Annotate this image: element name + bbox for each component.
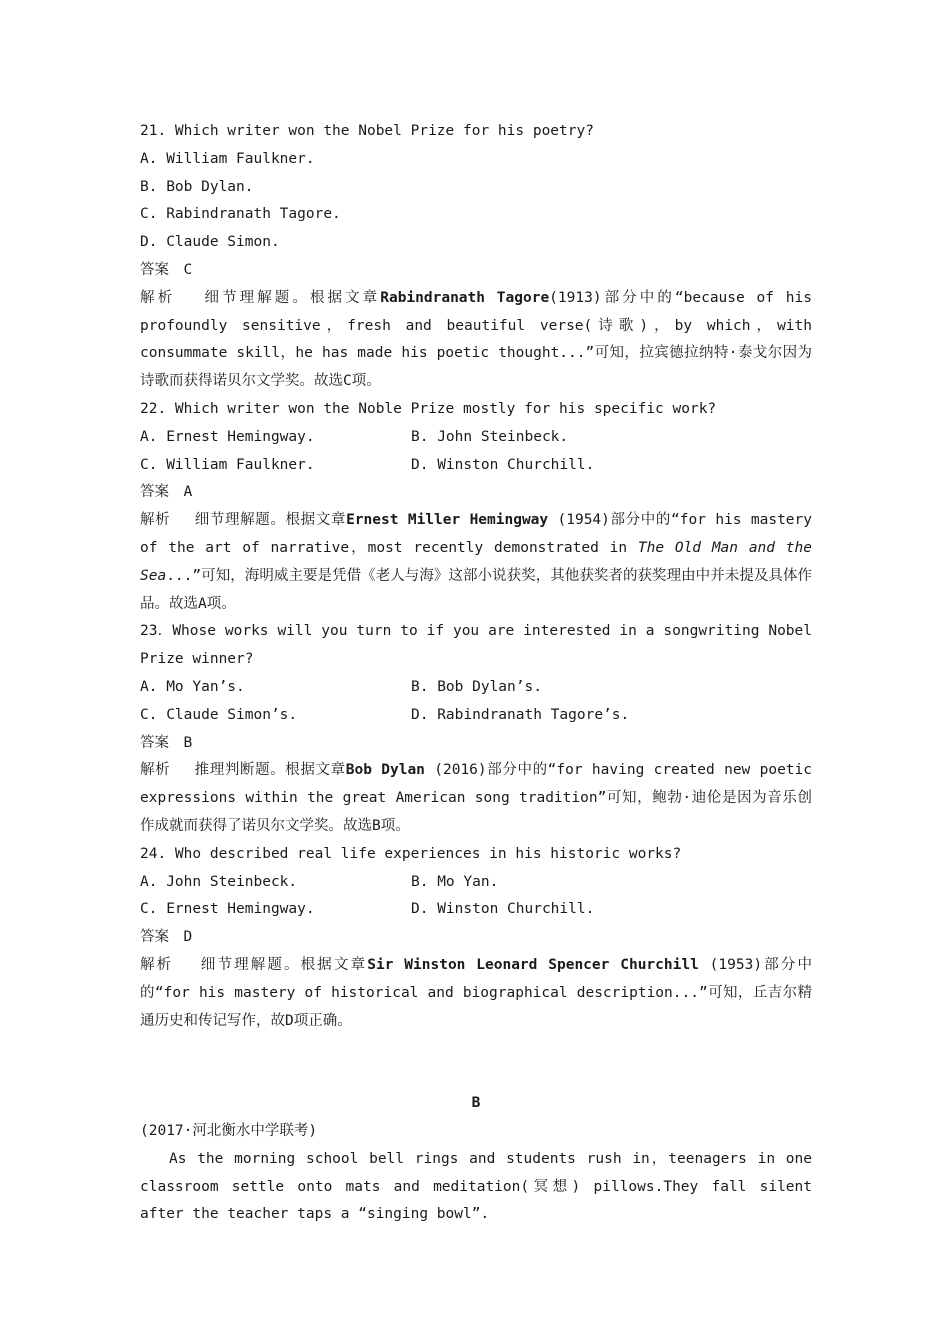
analysis-prefix: 解析 推理判断题。根据文章 (140, 762, 346, 779)
question-21-option-b: B. Bob Dylan. (140, 178, 254, 195)
document-page (140, 118, 812, 1229)
analysis-bold-title: Bob Dylan (345, 762, 425, 779)
question-21-answer: 答案 C (140, 261, 193, 278)
question-24-option-b: B. Mo Yan. (411, 873, 499, 890)
question-23-option-d: D. Rabindranath Tagore’s. (411, 706, 630, 723)
question-23-option-a: A. Mo Yan’s. (140, 678, 245, 695)
section-spacer (140, 1035, 812, 1090)
question-23-options-row1 (140, 674, 812, 702)
analysis-prefix: 解析 细节理解题。根据文章 (140, 512, 347, 529)
question-21-option-a: A. William Faulkner. (140, 150, 315, 167)
question-24-option-c: C. Ernest Hemingway. (140, 901, 315, 918)
question-23-option-b: B. Bob Dylan’s. (411, 678, 542, 695)
analysis-body: (1954)部分中的“for his mastery of the art of narrative，most recently demonstrated in (140, 512, 812, 556)
analysis-prefix: 解析 细节理解题。根据文章 (140, 956, 368, 973)
question-24-answer: 答案 D (140, 929, 193, 946)
question-22-stem: 22. Which writer won the Noble Prize mostly for his specific work? (140, 400, 717, 417)
question-23-answer: 答案 B (140, 734, 193, 751)
question-23-options-row2 (140, 702, 812, 730)
question-24-option-d: D. Winston Churchill. (411, 901, 595, 918)
question-24-options-row2 (140, 896, 812, 924)
question-23-option-c: C. Claude Simon’s. (140, 706, 298, 723)
analysis-bold-title: Sir Winston Leonard Spencer Churchill (367, 956, 699, 973)
analysis-suffix: ...”可知，海明威主要是凭借《老人与海》这部小说获奖，其他获奖者的获奖理由中并未提及具体作品。故选A项。 (140, 567, 812, 612)
question-24-options-row1 (140, 869, 812, 897)
question-22-option-b: B. John Steinbeck. (411, 428, 569, 445)
question-22-analysis (140, 507, 812, 618)
analysis-italic-title: The Old Man and the Sea (140, 539, 812, 584)
question-24-analysis (140, 952, 812, 1035)
question-21-stem: 21. Which writer won the Nobel Prize for his poetry? (140, 123, 594, 139)
question-21-option-d: D. Claude Simon. (140, 234, 280, 251)
question-22-option-a: A. Ernest Hemingway. (140, 428, 315, 445)
question-22-option-c: C. William Faulkner. (140, 456, 315, 473)
question-24-stem: 24. Who described real life experiences in his historic works? (140, 845, 682, 862)
analysis-prefix: 解析 细节理解题。根据文章 (140, 289, 381, 306)
section-b-source: (2017·河北衡水中学联考) (140, 1123, 318, 1140)
question-22-option-d: D. Winston Churchill. (411, 456, 595, 473)
analysis-body: (1953)部分中的“for his mastery of historical and biographical description...”可知，丘吉尔精通历史和传记写作，故D项正确。 (140, 956, 812, 1029)
question-21-option-c: C. Rabindranath Tagore. (140, 206, 341, 223)
section-b-heading: B (471, 1095, 481, 1112)
question-23-stem: 23．Whose works will you turn to if you are interested in a songwriting Nobel Prize winner? (140, 623, 812, 668)
question-22-options-row1 (140, 424, 812, 452)
question-21-analysis (140, 285, 812, 396)
question-22-options-row2 (140, 452, 812, 480)
question-24-option-a: A. John Steinbeck. (140, 873, 298, 890)
analysis-body: (2016)部分中的“for having created new poetic expressions within the great American song tradition”可知，鲍勃·迪伦是因为音乐创作成就而获得了诺贝尔文学奖。故选B项。 (140, 762, 812, 834)
question-22-answer: 答案 A (140, 484, 193, 501)
analysis-body: (1913)部分中的“because of his profoundly sensitive，fresh and beautiful verse(诗歌)，by which，with consummate skill，he has made his poetic thought...”可知，拉宾德拉纳特·泰戈尔因为诗歌而获得诺贝尔文学奖。故选C项。 (140, 289, 812, 390)
section-b-passage: As the morning school bell rings and students rush in，teenagers in one classroom settle onto mats and meditation(冥想) pillows.They fall silent after the teacher taps a “singing bowl”. (140, 1150, 812, 1223)
question-23-analysis (140, 757, 812, 840)
analysis-bold-title: Ernest Miller Hemingway (346, 512, 549, 529)
analysis-bold-title: Rabindranath Tagore (380, 289, 550, 306)
